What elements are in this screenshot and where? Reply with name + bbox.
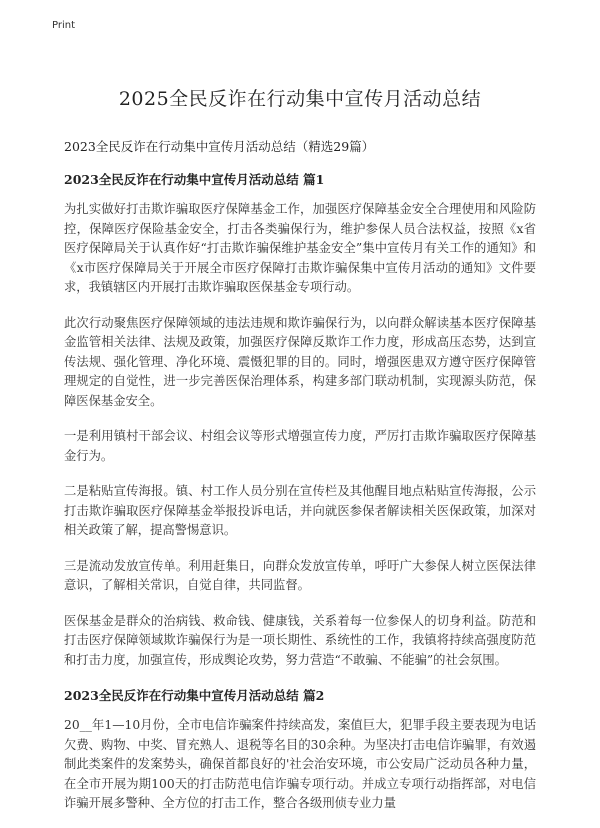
paragraph: 三是流动发放宣传单。利用赶集日，向群众发放宣传单，呼吁广大参保人树立医保法律意识，了解相关常识，自觉自律，共同监督。	[64, 558, 536, 592]
section-heading: 2023全民反诈在行动集中宣传月活动总结 篇2	[64, 688, 325, 703]
page-title: 2025全民反诈在行动集中宣传月活动总结	[118, 88, 482, 110]
section-heading: 2023全民反诈在行动集中宣传月活动总结 篇1	[64, 172, 325, 187]
paragraph: 医保基金是群众的治病钱、救命钱、健康钱，关系着每一位参保人的切身利益。防范和打击医疗保障领域欺诈骗保行为是一项长期性、系统性的工作，我镇将持续高强度防范和打击力度，加强宣传，形成舆论攻势，努力营造“不敢骗、不能骗”的社会氛围。	[64, 613, 536, 667]
paragraph: 此次行动聚焦医疗保障领域的违法违规和欺诈骗保行为，以向群众解读基本医疗保障基金监管相关法律、法规及政策，加强医疗保障反欺诈工作力度，形成高压态势，达到宣传法规、强化管理、净化环境、震慑犯罪的目的。同时，增强医患双方遵守医疗保障管理规定的自觉性，进一步完善医保治理体系，构建多部门联动机制，实现源头防范，保障医保基金安全。	[64, 315, 536, 408]
paragraph: 一是利用镇村干部会议、村组会议等形式增强宣传力度，严厉打击欺诈骗取医疗保障基金行为。	[64, 429, 536, 463]
paragraph: 二是粘贴宣传海报。镇、村工作人员分别在宣传栏及其他醒目地点粘贴宣传海报，公示打击欺诈骗取医疗保障基金举报投诉电话，并向就医参保者解读相关医保政策，加深对相关政策了解，提高警惕意识。	[64, 484, 536, 537]
section-1	[64, 170, 536, 670]
paragraph: 20__年1—10月份，全市电信诈骗案件持续高发，案值巨大，犯罪手段主要表现为电话欠费、购物、中奖、冒充熟人、退税等名目的30余种。为坚决打击电信诈骗罪，有效遏制此类案件的发案势头，确保首都良好的'社会治安环境，市公安局广泛动员各种力量，在全市开展为期100天的打击防范电信诈骗专项行动。并成立专项行动指挥部，对电信诈骗开展多警种、全方位的打击工作，整合各级刑侦专业力量	[64, 718, 536, 810]
document-subtitle: 2023全民反诈在行动集中宣传月活动总结（精选29篇）	[64, 139, 375, 154]
section-2	[64, 686, 536, 814]
print-link[interactable]: Print	[52, 20, 76, 31]
paragraph: 为扎实做好打击欺诈骗取医疗保障基金工作，加强医疗保障基金安全合理使用和风险防控，保障医疗保险基金安全，打击各类骗保行为，维护参保人员合法权益，按照《x省医疗保障局关于认真作好“打击欺诈骗保维护基金安全”集中宣传月有关工作的通知》和《x市医疗保障局关于开展全市医疗保障打击欺诈骗保集中宣传月活动的通知》文件要求，我镇辖区内开展打击欺诈骗取医保基金专项行动。	[64, 202, 536, 294]
